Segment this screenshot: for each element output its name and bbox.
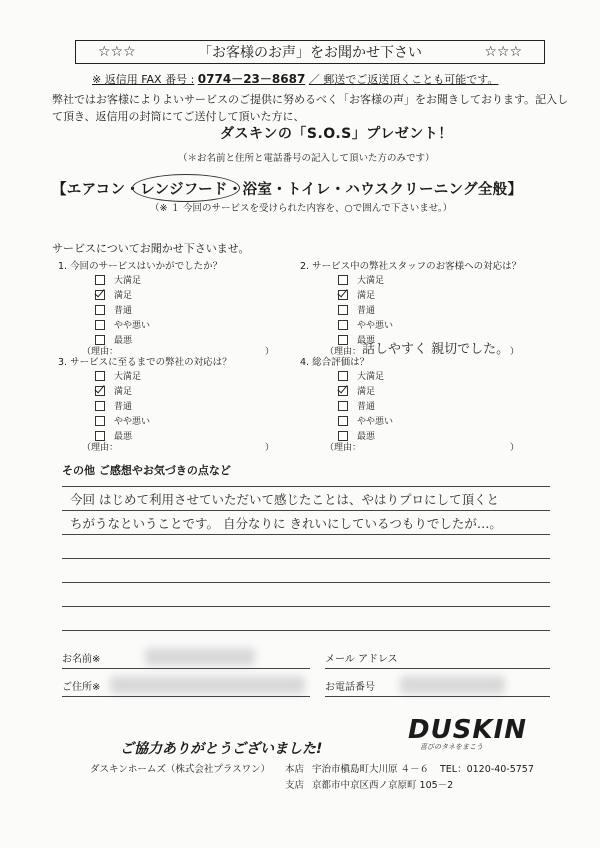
question-4-option[interactable] xyxy=(338,383,375,398)
checkbox-icon[interactable] xyxy=(338,275,348,285)
checkbox-icon[interactable] xyxy=(338,305,348,315)
question-3-option[interactable] xyxy=(95,398,132,413)
option-label: 満足 xyxy=(114,387,133,397)
question-2-option[interactable] xyxy=(338,302,375,317)
question-3-reason-close: ） xyxy=(265,443,275,453)
question-2-reason-close: ） xyxy=(510,347,520,357)
selection-circle xyxy=(132,174,240,202)
question-4-reason-label: （理由： xyxy=(325,443,362,453)
option-label: 最悪 xyxy=(114,432,133,442)
option-label: 大満足 xyxy=(357,276,385,286)
question-2-option[interactable] xyxy=(338,287,375,302)
question-1-option[interactable] xyxy=(95,317,150,332)
fax-line xyxy=(92,70,498,87)
option-label: 最悪 xyxy=(114,336,133,346)
checkbox-icon[interactable] xyxy=(95,401,105,411)
question-4-reason-close: ） xyxy=(510,443,520,453)
email-underline xyxy=(325,668,550,669)
checkbox-icon[interactable] xyxy=(95,431,105,441)
option-label: 満足 xyxy=(357,291,376,301)
option-label: 大満足 xyxy=(114,372,142,382)
checkbox-icon[interactable] xyxy=(338,401,348,411)
option-label: 普通 xyxy=(357,306,376,316)
checked-checkbox-icon[interactable] xyxy=(95,386,105,396)
checkbox-icon[interactable] xyxy=(338,335,348,345)
option-label: 普通 xyxy=(357,402,376,412)
comment-line xyxy=(62,630,550,631)
question-2-reason-text[interactable]: 話しやすく 親切でした。 xyxy=(362,342,510,357)
comment-line xyxy=(62,534,550,535)
phone-number: TEL：0120-40-5757 xyxy=(440,764,534,775)
question-3-option[interactable] xyxy=(95,383,132,398)
comment-text-line-1[interactable]: 今回 はじめて利用させていただいて感じたことは、やはりプロにして頂くと xyxy=(70,492,499,507)
comments-title: その他 ご感想やお気づきの点など xyxy=(62,464,231,477)
checkbox-icon[interactable] xyxy=(95,305,105,315)
question-1-option[interactable] xyxy=(95,272,141,287)
option-label: 普通 xyxy=(114,402,133,412)
checkbox-icon[interactable] xyxy=(95,335,105,345)
checkbox-icon[interactable] xyxy=(338,416,348,426)
thanks-message: ご協力ありがとうございました! xyxy=(120,741,323,757)
title-box xyxy=(75,40,545,64)
services-note: （※ １ 今回のサービスを受けられた内容を、○で囲んで下さいませ。） xyxy=(150,203,453,214)
checkbox-icon[interactable] xyxy=(95,416,105,426)
hq-address: 宇治市槇島町大川原 ４－６ xyxy=(312,764,430,775)
question-3-title: 3. サービスに至るまでの弊社の対応は？ xyxy=(58,357,232,368)
question-1-option[interactable] xyxy=(95,302,132,317)
question-2-reason-label: （理由： xyxy=(325,347,362,357)
question-2-option[interactable] xyxy=(338,272,384,287)
option-label: やや悪い xyxy=(357,417,394,427)
question-4-title: 4. 総合評価は？ xyxy=(300,357,370,368)
email-label: メール アドレス xyxy=(325,654,398,665)
question-1-title: 1. 今回のサービスはいかがでしたか？ xyxy=(58,261,223,272)
checkbox-icon[interactable] xyxy=(95,275,105,285)
page-title: 「お客様のお声」をお聞かせ下さい xyxy=(198,45,422,61)
option-label: 満足 xyxy=(357,387,376,397)
option-label: 大満足 xyxy=(114,276,142,286)
logo-tagline: 喜びのタネをまこう xyxy=(420,743,483,751)
stars-left: ☆☆☆ xyxy=(98,44,136,60)
question-1-reason-close: ） xyxy=(265,347,275,357)
fax-prefix: ※ 返信用 FAX 番号 : xyxy=(92,73,195,86)
comment-line xyxy=(62,582,550,583)
checked-checkbox-icon[interactable] xyxy=(95,290,105,300)
phone-field-redacted[interactable] xyxy=(400,676,505,694)
comment-line xyxy=(62,486,550,487)
checkbox-icon[interactable] xyxy=(338,431,348,441)
question-4-option[interactable] xyxy=(338,398,375,413)
question-2-title: 2. サービス中の弊社スタッフのお客様への対応は？ xyxy=(300,261,522,272)
question-3-option[interactable] xyxy=(95,413,150,428)
question-3-reason-label: （理由： xyxy=(82,443,119,453)
stars-right: ☆☆☆ xyxy=(484,44,522,60)
address-underline xyxy=(62,696,310,697)
question-4-option[interactable] xyxy=(338,413,393,428)
survey-title: サービスについてお聞かせ下さいませ。 xyxy=(52,242,250,255)
option-label: やや悪い xyxy=(357,321,394,331)
option-label: 普通 xyxy=(114,306,133,316)
branch-label: 支店 xyxy=(285,780,305,791)
option-label: 最悪 xyxy=(357,336,376,346)
option-label: やや悪い xyxy=(114,321,151,331)
question-3-option[interactable] xyxy=(95,368,141,383)
checkbox-icon[interactable] xyxy=(338,371,348,381)
comment-line xyxy=(62,606,550,607)
question-1-option[interactable] xyxy=(95,287,132,302)
comment-line xyxy=(62,510,550,511)
phone-label: お電話番号 xyxy=(325,682,375,693)
services-line: 【エアコン・レンジフード・浴室・トイレ・ハウスクリーニング全般】 xyxy=(52,182,523,198)
sos-present: ダスキンの「S.O.S」プレゼント！ xyxy=(220,126,453,142)
checkbox-icon[interactable] xyxy=(95,320,105,330)
phone-underline xyxy=(325,696,550,697)
name-field-redacted[interactable] xyxy=(145,648,255,666)
name-label: お名前※ xyxy=(62,654,101,665)
comment-text-line-2[interactable]: ちがうなということです。 自分なりに きれいにしているつもりでしたが…。 xyxy=(70,516,502,531)
option-label: 満足 xyxy=(114,291,133,301)
duskin-logo: DUSKIN xyxy=(408,715,528,745)
address-label: ご住所※ xyxy=(62,682,101,693)
address-field-redacted[interactable] xyxy=(110,676,305,694)
question-4-option[interactable] xyxy=(338,368,384,383)
checkbox-icon[interactable] xyxy=(338,320,348,330)
company-name: ダスキンホームズ（株式会社プラスワン） xyxy=(90,764,271,775)
checked-checkbox-icon[interactable] xyxy=(338,290,348,300)
option-label: 大満足 xyxy=(357,372,385,382)
branch-address: 京都市中京区西ノ京原町 105－2 xyxy=(312,780,454,791)
question-2-option[interactable] xyxy=(338,317,393,332)
fax-suffix: ／ 郵送でご返送頂くことも可能です。 xyxy=(308,73,499,86)
hq-label: 本店 xyxy=(285,764,305,775)
fax-number: 0774－23－8687 xyxy=(197,72,306,86)
sos-note: （＊お名前と住所と電話番号の記入して頂いた方のみです） xyxy=(178,153,435,164)
question-1-reason-label: （理由： xyxy=(82,347,119,357)
option-label: 最悪 xyxy=(357,432,376,442)
intro-text: 弊社ではお客様によりよいサービスのご提供に努めるべく「お客様の声」をお聞きしております。記入して頂き、返信用の封筒にてご送付して頂いた方に、 xyxy=(52,93,569,123)
name-underline xyxy=(62,668,310,669)
checked-checkbox-icon[interactable] xyxy=(338,386,348,396)
comment-line xyxy=(62,558,550,559)
checkbox-icon[interactable] xyxy=(95,371,105,381)
option-label: やや悪い xyxy=(114,417,151,427)
